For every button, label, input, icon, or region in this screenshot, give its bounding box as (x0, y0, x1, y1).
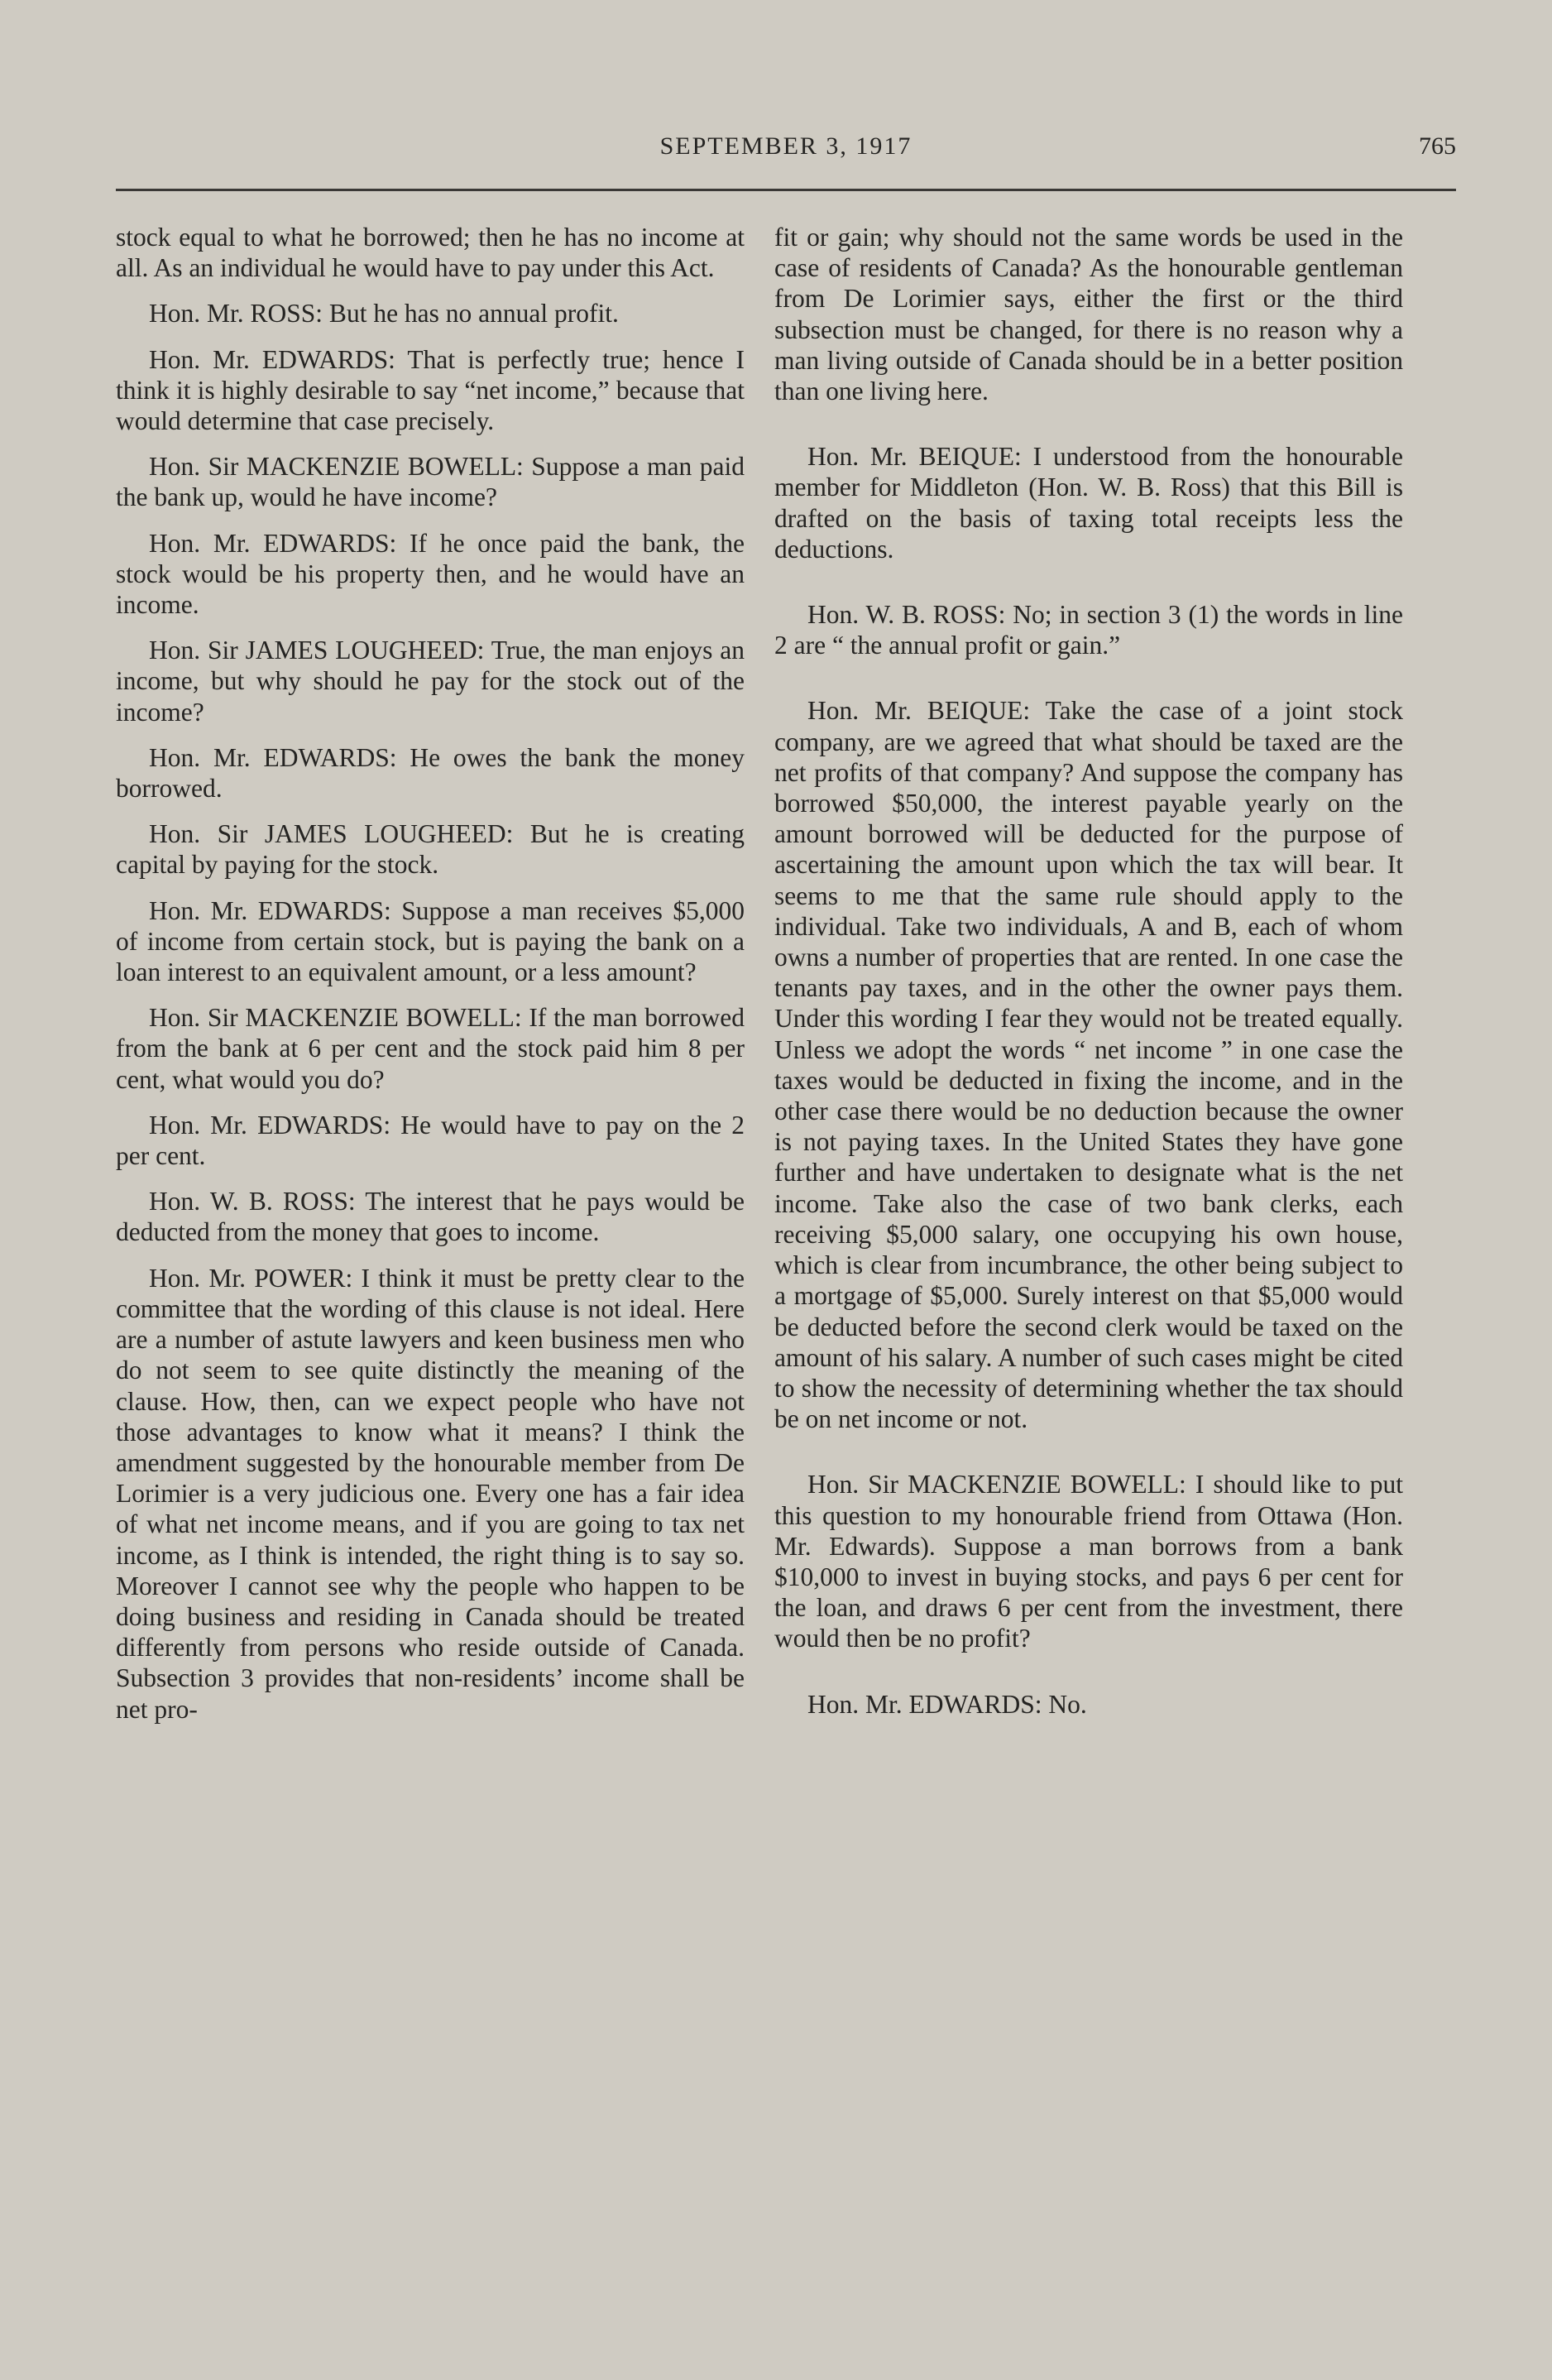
paragraph: Hon. Mr. EDWARDS: He owes the bank the money borrowed. (116, 742, 745, 804)
paragraph: Hon. Mr. EDWARDS: If he once paid the bank, the stock would be his property then, and he would have an income. (116, 528, 745, 620)
paragraph: Hon. W. B. ROSS: The interest that he pays would be deducted from the money that goes to income. (116, 1187, 745, 1247)
paragraph: Hon. Sir JAMES LOUGHEED: True, the man enjoys an income, but why should he pay for the stock out of the income? (116, 636, 745, 727)
running-header (116, 132, 1456, 174)
paragraph: Hon. Sir MACKENZIE BOWELL: Suppose a man paid the bank up, would he have income? (116, 452, 745, 512)
paragraph: Hon. W. B. ROSS: No; in section 3 (1) the words in line 2 are “ the annual profit or gain.” (774, 600, 1403, 660)
paragraph: stock equal to what he borrowed; then he has no income at all. As an individual he would have to pay under this Act. (116, 223, 745, 283)
header-rule (116, 189, 1456, 191)
paragraph: Hon. Mr. EDWARDS: Suppose a man receives $5,000 of income from certain stock, but is paying the bank on a loan interest to an equivalent amount, or a less amount? (116, 895, 745, 987)
left-column (116, 222, 745, 1725)
paragraph: Hon. Mr. BEIQUE: I understood from the honourable member for Middleton (Hon. W. B. Ross) that this Bill is drafted on the basis of taxing total receipts less the deductions. (774, 442, 1403, 564)
paragraph: Hon. Sir JAMES LOUGHEED: But he is creating capital by paying for the stock. (116, 819, 745, 880)
page-number: 765 (1419, 132, 1456, 160)
paragraph: fit or gain; why should not the same words be used in the case of residents of Canada? As the honourable gentleman from De Lorimier says, either the first or the third subsection must be changed, for there is no reason why a man living outside of Canada should be in a better position than one living here. (774, 223, 1403, 406)
paragraph: Hon. Mr. POWER: I think it must be pretty clear to the committee that the wording of this clause is not ideal. Here are a number of astute lawyers and keen business men who do not seem to see quite distinctly the meaning of the clause. How, then, can we expect people who have not those advantages to know what it means? I think the amendment suggested by the honourable member from De Lorimier is a very judicious one. Every one has a fair idea of what net income means, and if you are going to tax net income, as I think is intended, the right thing is to say so. Moreover I cannot see why the people who happen to be doing business and residing in Canada should be treated differently from persons who reside outside of Canada. Subsection 3 provides that non-residents’ income shall be net pro- (116, 1263, 745, 1724)
paragraph: Hon. Mr. EDWARDS: That is perfectly true; hence I think it is highly desirable to say “net income,” because that would determine that case precisely. (116, 344, 745, 436)
header-date: SEPTEMBER 3, 1917 (659, 132, 913, 160)
right-column (774, 222, 1403, 1720)
paragraph: Hon. Mr. EDWARDS: He would have to pay on the 2 per cent. (116, 1110, 745, 1171)
paragraph: Hon. Sir MACKENZIE BOWELL: I should like to put this question to my honourable friend from Ottawa (Hon. Mr. Edwards). Suppose a man borrows from a bank $10,000 to invest in buying stocks, and pays 6 per cent for the loan, and draws 6 per cent from the investment, there would then be no profit? (774, 1470, 1403, 1653)
paragraph: Hon. Mr. EDWARDS: No. (807, 1689, 1087, 1719)
paragraph: Hon. Sir MACKENZIE BOWELL: If the man borrowed from the bank at 6 per cent and the stock paid him 8 per cent, what would you do? (116, 1003, 745, 1094)
paragraph: Hon. Mr. ROSS: But he has no annual profit. (149, 299, 619, 329)
paragraph: Hon. Mr. BEIQUE: Take the case of a joint stock company, are we agreed that what should be taxed are the net profits of that company? And suppose the company has borrowed $50,000, the interest payable yearly on the amount borrowed will be deducted for the purpose of ascertaining the amount upon which the tax will bear. It seems to me that the same rule should apply to the individual. Take two individuals, A and B, each of whom owns a number of properties that are rented. In one case the tenants pay taxes, and in the other the owner pays them. Under this wording I fear they would not be treated equally. Unless we adopt the words “ net income ” in one case the taxes would be deducted in fixing the income, and in the other case there would be no deduction because the owner is not paying taxes. In the United States they have gone further and have undertaken to designate what is the net income. Take also the case of two bank clerks, each receiving $5,000 salary, one occupying his own house, which is clear from incumbrance, the other being subject to a mortgage of $5,000. Surely interest on that $5,000 would be deducted before the second clerk would be taxed on the amount of his salary. A number of such cases might be cited to show the necessity of determining whether the tax should be on net income or not. (774, 696, 1403, 1434)
